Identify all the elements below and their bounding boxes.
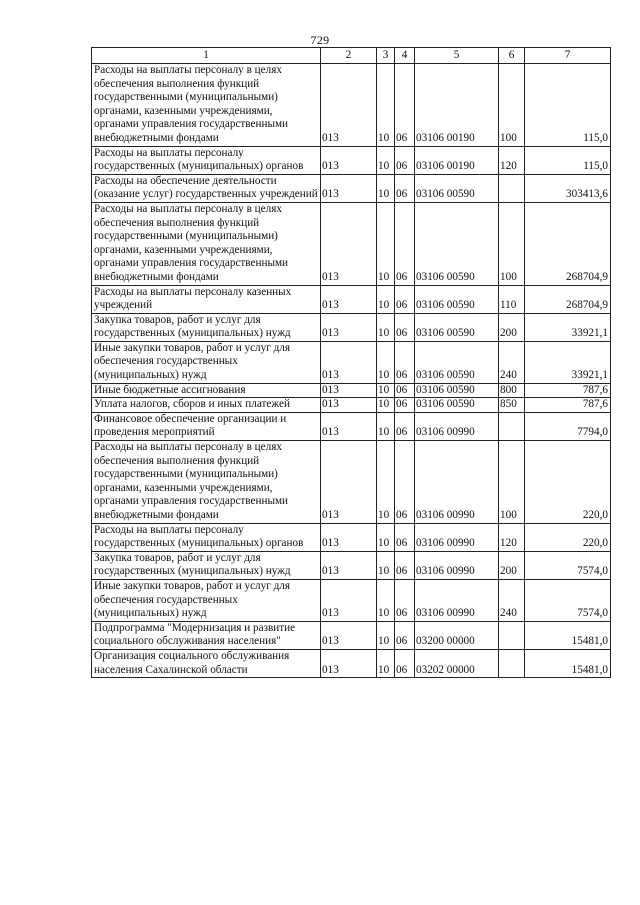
- row-code-section: 10: [377, 649, 395, 677]
- row-amount: 7574,0: [525, 579, 611, 621]
- row-code-ministry: 013: [321, 441, 377, 524]
- row-code-section: 10: [377, 341, 395, 383]
- row-code-section: 10: [377, 174, 395, 202]
- column-header: 5: [415, 48, 499, 64]
- row-code-expense-type: 800: [499, 383, 525, 398]
- row-code-target: 03106 00590: [415, 398, 499, 413]
- row-code-ministry: 013: [321, 174, 377, 202]
- row-amount: 33921,1: [525, 341, 611, 383]
- row-name: Расходы на выплаты персоналу в целях обеспечения выполнения функций государственными (муниципальными) органами, казенными учреждениями, органами управления государственными внебюджетными фондами: [92, 441, 321, 524]
- row-code-section: 10: [377, 383, 395, 398]
- row-amount: 7574,0: [525, 551, 611, 579]
- row-code-section: 10: [377, 64, 395, 147]
- row-name: Финансовое обеспечение организации и проведения мероприятий: [92, 412, 321, 440]
- table-row: [92, 621, 611, 649]
- row-code-section: 10: [377, 412, 395, 440]
- row-code-section: 10: [377, 146, 395, 174]
- column-header: 4: [395, 48, 415, 64]
- row-code-ministry: 013: [321, 313, 377, 341]
- row-name: Иные закупки товаров, работ и услуг для обеспечения государственных (муниципальных) нужд: [92, 341, 321, 383]
- table-row: [92, 398, 611, 413]
- row-amount: 33921,1: [525, 313, 611, 341]
- row-code-ministry: 013: [321, 146, 377, 174]
- row-code-subsection: 06: [395, 649, 415, 677]
- table-row: [92, 341, 611, 383]
- row-code-expense-type: 120: [499, 146, 525, 174]
- row-amount: 15481,0: [525, 621, 611, 649]
- row-code-ministry: 013: [321, 621, 377, 649]
- row-name: Подпрограмма "Модернизация и развитие социального обслуживания населения": [92, 621, 321, 649]
- row-amount: 268704,9: [525, 285, 611, 313]
- row-code-subsection: 06: [395, 579, 415, 621]
- row-code-expense-type: [499, 621, 525, 649]
- row-code-target: 03106 00190: [415, 64, 499, 147]
- row-amount: 7794,0: [525, 412, 611, 440]
- row-code-target: 03106 00990: [415, 523, 499, 551]
- row-amount: 268704,9: [525, 202, 611, 285]
- table-row: [92, 202, 611, 285]
- row-name: Закупка товаров, работ и услуг для государственных (муниципальных) нужд: [92, 551, 321, 579]
- row-code-section: 10: [377, 621, 395, 649]
- row-code-subsection: 06: [395, 621, 415, 649]
- table-row: [92, 441, 611, 524]
- page-number: 729: [310, 33, 330, 47]
- row-code-subsection: 06: [395, 523, 415, 551]
- row-code-ministry: 013: [321, 202, 377, 285]
- row-name: Организация социального обслуживания населения Сахалинской области: [92, 649, 321, 677]
- row-code-subsection: 06: [395, 412, 415, 440]
- row-code-section: 10: [377, 551, 395, 579]
- row-code-expense-type: 850: [499, 398, 525, 413]
- row-code-ministry: 013: [321, 412, 377, 440]
- column-header: 3: [377, 48, 395, 64]
- row-code-target: 03106 00990: [415, 412, 499, 440]
- row-amount: 303413,6: [525, 174, 611, 202]
- row-name: Расходы на выплаты персоналу в целях обеспечения выполнения функций государственными (муниципальными) органами, казенными учреждениями, органами управления государственными внебюджетными фондами: [92, 202, 321, 285]
- row-amount: 787,6: [525, 383, 611, 398]
- row-amount: 787,6: [525, 398, 611, 413]
- row-code-section: 10: [377, 441, 395, 524]
- row-code-target: 03106 00590: [415, 341, 499, 383]
- row-name: Расходы на выплаты персоналу казенных учреждений: [92, 285, 321, 313]
- row-code-section: 10: [377, 398, 395, 413]
- table-row: [92, 313, 611, 341]
- row-code-ministry: 013: [321, 523, 377, 551]
- table-row: [92, 146, 611, 174]
- row-code-subsection: 06: [395, 174, 415, 202]
- row-name: Расходы на выплаты персоналу государственных (муниципальных) органов: [92, 523, 321, 551]
- row-name: Иные бюджетные ассигнования: [92, 383, 321, 398]
- row-code-section: 10: [377, 313, 395, 341]
- budget-table: [91, 47, 611, 678]
- table-row: [92, 285, 611, 313]
- row-name: Закупка товаров, работ и услуг для государственных (муниципальных) нужд: [92, 313, 321, 341]
- row-code-target: 03106 00990: [415, 579, 499, 621]
- row-code-ministry: 013: [321, 285, 377, 313]
- table-row: [92, 412, 611, 440]
- row-code-target: 03106 00590: [415, 174, 499, 202]
- row-code-expense-type: 200: [499, 313, 525, 341]
- column-header: 7: [525, 48, 611, 64]
- row-code-subsection: 06: [395, 285, 415, 313]
- row-name: Расходы на выплаты персоналу государственных (муниципальных) органов: [92, 146, 321, 174]
- row-code-subsection: 06: [395, 64, 415, 147]
- table-row: [92, 383, 611, 398]
- row-code-subsection: 06: [395, 202, 415, 285]
- row-code-section: 10: [377, 202, 395, 285]
- row-code-ministry: 013: [321, 551, 377, 579]
- row-code-subsection: 06: [395, 341, 415, 383]
- column-header: 6: [499, 48, 525, 64]
- row-code-section: 10: [377, 523, 395, 551]
- row-code-ministry: 013: [321, 579, 377, 621]
- row-code-target: 03106 00990: [415, 551, 499, 579]
- row-code-subsection: 06: [395, 383, 415, 398]
- row-amount: 220,0: [525, 523, 611, 551]
- table-row: [92, 64, 611, 147]
- row-amount: 115,0: [525, 64, 611, 147]
- row-code-expense-type: [499, 412, 525, 440]
- row-amount: 115,0: [525, 146, 611, 174]
- row-code-target: 03106 00990: [415, 441, 499, 524]
- row-code-expense-type: 120: [499, 523, 525, 551]
- row-code-target: 03106 00590: [415, 313, 499, 341]
- table-row: [92, 523, 611, 551]
- row-code-section: 10: [377, 579, 395, 621]
- row-code-section: 10: [377, 285, 395, 313]
- row-code-subsection: 06: [395, 551, 415, 579]
- row-amount: 15481,0: [525, 649, 611, 677]
- row-code-target: 03106 00590: [415, 285, 499, 313]
- row-code-target: 03106 00190: [415, 146, 499, 174]
- row-name: Иные закупки товаров, работ и услуг для обеспечения государственных (муниципальных) нужд: [92, 579, 321, 621]
- row-code-subsection: 06: [395, 146, 415, 174]
- row-code-expense-type: 100: [499, 202, 525, 285]
- row-code-expense-type: 100: [499, 64, 525, 147]
- table-row: [92, 174, 611, 202]
- row-name: Расходы на обеспечение деятельности (оказание услуг) государственных учреждений: [92, 174, 321, 202]
- column-header: 1: [92, 48, 321, 64]
- row-code-ministry: 013: [321, 383, 377, 398]
- row-code-target: 03202 00000: [415, 649, 499, 677]
- row-code-ministry: 013: [321, 398, 377, 413]
- column-header: 2: [321, 48, 377, 64]
- row-code-expense-type: [499, 174, 525, 202]
- row-code-expense-type: 110: [499, 285, 525, 313]
- row-name: Расходы на выплаты персоналу в целях обеспечения выполнения функций государственными (муниципальными) органами, казенными учреждениями, органами управления государственными внебюджетными фондами: [92, 64, 321, 147]
- table-row: [92, 551, 611, 579]
- row-code-ministry: 013: [321, 649, 377, 677]
- table-row: [92, 579, 611, 621]
- row-code-expense-type: [499, 649, 525, 677]
- row-code-expense-type: 100: [499, 441, 525, 524]
- table-body: [92, 64, 611, 678]
- table-row: [92, 649, 611, 677]
- row-code-ministry: 013: [321, 64, 377, 147]
- row-code-ministry: 013: [321, 341, 377, 383]
- row-code-subsection: 06: [395, 313, 415, 341]
- row-code-expense-type: 240: [499, 579, 525, 621]
- row-code-expense-type: 200: [499, 551, 525, 579]
- row-code-target: 03200 00000: [415, 621, 499, 649]
- row-code-subsection: 06: [395, 441, 415, 524]
- row-amount: 220,0: [525, 441, 611, 524]
- row-code-target: 03106 00590: [415, 383, 499, 398]
- row-name: Уплата налогов, сборов и иных платежей: [92, 398, 321, 413]
- row-code-expense-type: 240: [499, 341, 525, 383]
- row-code-subsection: 06: [395, 398, 415, 413]
- header-row: [92, 48, 611, 64]
- row-code-target: 03106 00590: [415, 202, 499, 285]
